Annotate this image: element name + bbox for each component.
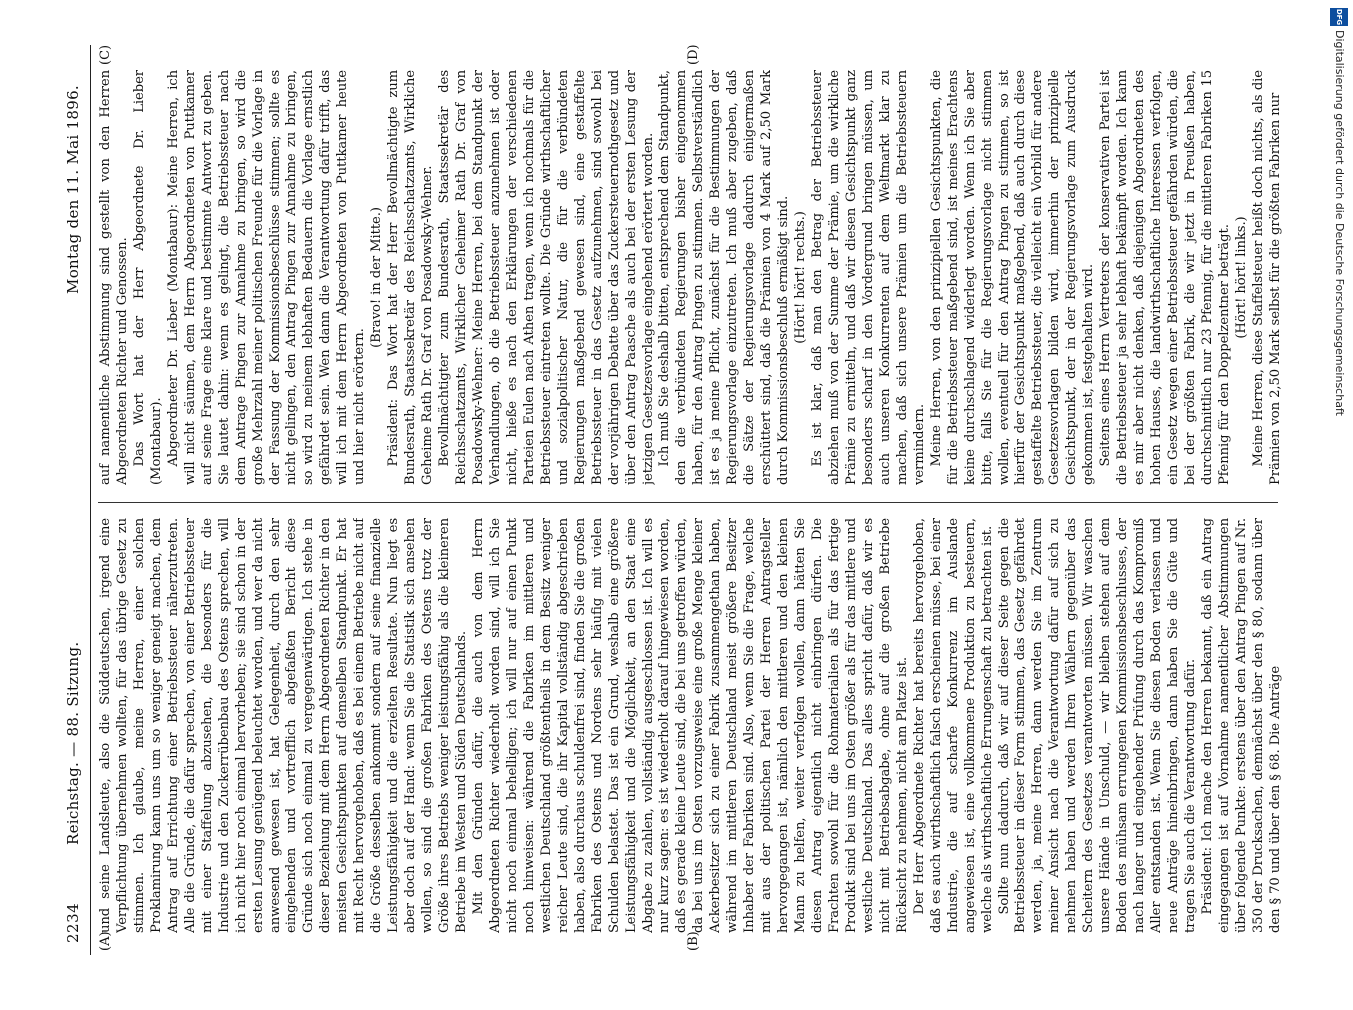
dfg-logo-icon: DFG [1330, 8, 1348, 26]
interjection: (Hört! hört! rechts.) [793, 211, 809, 344]
column-divider [98, 502, 1278, 503]
digitization-credit [1326, 0, 1353, 1000]
session-title: Reichstag. — 88. Sitzung. [64, 641, 82, 845]
paragraph: Das Wort hat der Herr Abgeordnete Dr. Lieber (Montabaur). [131, 70, 164, 485]
margin-mark-a: (A) [98, 931, 113, 951]
paragraph: auf namentliche Abstimmung sind gestellt von den Herren Abgeordneten Richter und Genossen. [98, 70, 130, 485]
interjection: (Bravo! in der Mitte.) [369, 207, 385, 348]
interjection: (Hört! hört! links.) [1233, 216, 1249, 339]
session-date: Montag den 11. Mai 1896. [64, 85, 82, 294]
paragraph: Bevollmächtigter zum Bundesrath, Staatssekretär des Reichsschatzamts, Wirklicher Geheimer Rath Dr. Graf von Posadowsky-Wehner: Meine Herren, bei dem Standpunkt der Verhandlungen, ob die Betriebssteuer anzunehmen ist oder nicht, hieße es nach den Erklärungen der verschiedenen Parteien Eulen nach Athen tragen, wenn ich nochmals für die Betriebssteuer eintreten wollte. Die Gründe wirthschaftlicher und sozialpolitischer Natur, die für die verbündeten Regierungen maßgebend gewesen sind, eine gestaffelte Betriebssteuer in das Gesetz aufzunehmen, sind sowohl bei der vorjährigen Debatte über das Zuckersteuernothgesetz und über den Antrag Paasche als auch bei der ersten Lesung der jetzigen Gesetzesvorlage eingehend erörtert worden. [437, 70, 656, 485]
paragraph: und seine Landsleute, also die Süddeutschen, irgend eine Verpflichtung übernehmen wollten, für das übrige Gesetz zu stimmen. Ich glaube, meine Herren, einer solchen Proklamirung kann uns um so weniger geneigt machen, dem Antrag auf Errichtung einer Betriebssteuer näherzutreten. Alle die Gründe, die dafür sprechen, von einer Betriebssteuer mit einer Staffelung abzusehen, die besonders für die Industrie und den Zuckerrübenbau des Ostens sprechen, will ich nicht hier noch einmal hervorheben; sie sind schon in der ersten Lesung genügend beleuchtet worden, und wer da nicht anwesend gewesen ist, hat Gelegenheit, durch den sehr eingehenden und vortrefflich abgefaßten Bericht diese Gründe sich noch einmal zu vergegenwärtigen. Ich stehe in dieser Beziehung mit dem Herrn Abgeordneten Richter in den meisten Gesichtspunkten auf demselben Standpunkt. Er hat mit Recht hervorgehoben, daß es bei einem Betriebe nicht auf die Größe desselben ankommt sondern auf seine finanzielle Leistungsfähigkeit und die erzielten Resultate. Nun liegt es aber doch auf der Hand: wenn Sie die Statistik sich ansehen wollen, so sind die großen Fabriken des Ostens trotz der Größe ihres Betriebs weniger leistungsfähig als die kleineren Betriebe im Westen und Süden Deutschlands. [98, 518, 470, 933]
paragraph-president: Präsident: Ich mache den Herren bekannt, daß ein Antrag eingegangen ist auf Vornahme namentlicher Abstimmungen über folgende Punkte: erstens über den Antrag Pingen auf Nr. 350 der Drucksachen, demnächst über den § 80, sodann über den § 70 und über den § 68. Die Anträge [1199, 518, 1283, 933]
paragraph: Ich muß Sie deshalb bitten, entsprechend dem Standpunkt, den die verbündeten Regierungen bisher eingenommen haben, für den Antrag Pingen zu stimmen. Selbstverständlich ist es ja meine Pflicht, zunächst für die Bestimmungen der Regierungsvorlage einzutreten. Ich muß aber zugeben, daß die Sätze der Regierungsvorlage dadurch einigermaßen erschüttert sind, daß die Prämien von 4 Mark auf 2,50 Mark durch Kommissionsbeschluß ermäßigt sind. [657, 70, 792, 485]
left-text-column [98, 518, 1288, 933]
margin-mark-b: (B) [686, 931, 701, 951]
rotated-document-page [46, 45, 1306, 955]
paragraph: Mit den Gründen dafür, die auch von dem Herrn Abgeordneten Richter wiederholt worden sind, will ich Sie nicht noch einmal behelligen; ich will nur auf einen Punkt noch hinweisen: während die Fabriken im mittleren und westlichen Deutschland größtentheils in dem Besitz weniger reicher Leute sind, die ihr Kapital vollständig abgeschrieben haben, also durchaus schuldenfrei sind, finden Sie die großen Fabriken des Ostens und Nordens sehr häufig mit vielen Schulden belastet. Das ist ein Grund, weshalb eine größere Leistungsfähigkeit und die Möglichkeit, an den Staat eine Abgabe zu zahlen, vollständig ausgeschlossen ist. Ich will es nur kurz sagen: es ist wiederholt darauf hingewiesen worden, daß es gerade kleine Leute sind, die bei uns getroffen würden, da bei uns im Osten vorzugsweise eine große Menge kleiner Ackerbesitzer sich zu einer Fabrik zusammengethan haben, während im mittleren Deutschland meist größere Besitzer Inhaber der Fabriken sind. Also, wenn Sie die Frage, welche mit aus der politischen Partei der Herren Antragsteller hervorgegangen ist, nämlich den mittleren und den kleinen Mann zu helfen, weiter verfolgen wollen, dann hätten Sie diesen Antrag eigentlich nicht einbringen dürfen. Die Frachten sowohl für die Rohmaterialien als für das fertige Produkt sind bei uns im Osten größer als für das mittlere und westliche Deutschland. Das alles spricht dafür, daß wir es nicht mit Betriebsabgabe, ohne auf die großen Betriebe Rücksicht zu nehmen, nicht am Platze ist. [470, 518, 910, 933]
paragraph: Es ist klar, daß man den Betrag der Betriebssteuer abziehen muß von der Summe der Prämie, um die wirkliche Prämie zu ermitteln, und daß wir diesen Gesichtspunkt ganz besonders scharf in den Vordergrund bringen müssen, um auch unseren Konkurrenten auf dem Weltmarkt klar zu machen, daß sich unsere Prämien um die Betriebssteuern vermindern. [810, 70, 927, 485]
paragraph: Abgeordneter Dr. Lieber (Montabaur): Meine Herren, ich will nicht säumen, dem Herrn Abgeordneten von Puttkamer auf seine Frage eine klare und bestimmte Antwort zu geben. Sie lautet dahin: wenn es gelingt, die Betriebssteuer nach dem Antrage Pingen zur Annahme zu bringen, so wird die große Mehrzahl meiner politischen Freunde für die Vorlage in der Fassung der Kommissionsbeschlüsse stimmen; sollte es nicht gelingen, den Antrag Pingen zur Annahme zu bringen, so wird zu meinem lebhaften Bedauern die Vorlage ernstlich gefährdet sein. Wen dann die Verantwortung dafür trifft, das will ich mit dem Herrn Abgeordneten von Puttkamer heute und hier nicht erörtern. [165, 70, 368, 485]
margin-mark-c: (C) [98, 44, 113, 65]
page-number: 2234 [64, 902, 82, 943]
running-head [46, 45, 91, 955]
margin-mark-d: (D) [686, 44, 701, 65]
paragraph: Meine Herren, diese Staffelsteuer heißt doch nichts, als die Prämien von 2,50 Mark selbst für die größten Fabriken nur [1250, 70, 1283, 485]
credit-text: Digitalisierung gefördert durch die Deutsche Forschungsgemeinschaft [1333, 30, 1346, 416]
paragraph: Der Herr Abgeordnete Richter hat bereits hervorgehoben, daß es auch wirthschaftlich falsch erscheinen müsse, bei einer Industrie, die auf scharfe Konkurrenz im Auslande angewiesen ist, eine vollkommene Produktion zu besteuern, welche als wirthschaftliche Errungenschaft zu betrachten ist. [911, 518, 995, 933]
paragraph: Seitens eines Herrn Vertreters der konservativen Partei ist die Betriebssteuer ja sehr lebhaft bekämpft worden. Ich kann es mir aber nicht denken, daß diejenigen Abgeordneten des hohen Hauses, die landwirthschaftliche Interessen verfolgen, ein Gesetz wegen einer Betriebssteuer gefährden würden, die bei der größten Fabrik, die wir jetzt in Preußen haben, durchschnittlich nur 23 Pfennig, für die mittleren Fabriken 15 Pfennig für den Doppelzentner beträgt. [1098, 70, 1232, 485]
paragraph: Meine Herren, von den prinzipiellen Gesichtspunkten, die für die Betriebssteuer maßgebend sind, ist meines Erachtens keine durchschlagend widerlegt worden. Wenn ich Sie aber bitte, falls Sie für die Regierungsvorlage nicht stimmen wollen, eventuell für den Antrag Pingen zu stimmen, so ist hierfür der Gesichtspunkt maßgebend, daß auch durch diese gestaffelte Betriebssteuer, die vielleicht ein Vorbild für andere Gesetzesvorlagen bilden wird, immerhin der prinzipielle Gesichtspunkt, der in der Regierungsvorlage zum Ausdruck gekommen ist, festgehalten wird. [928, 70, 1097, 485]
paragraph: Präsident: Das Wort hat der Herr Bevollmächtigte zum Bundesrath, Staatssekretär des Reichsschatzamts, Wirkliche Geheime Rath Dr. Graf von Posadowsky-Wehner. [386, 70, 436, 485]
right-text-column [98, 70, 1288, 485]
paragraph: Sollte nun dadurch, daß wir auf dieser Seite gegen die Betriebssteuer in dieser Form stimmen, das Gesetz gefährdet werden, ja, meine Herren, dann werden Sie im Zentrum meiner Ansicht nach die Verantwortung dafür auf sich zu nehmen haben und werden Ihren Wählern gegenüber das Scheitern des Gesetzes verantworten müssen. Wir waschen unsere Hände in Unschuld, — wir bleiben stehen auf dem Boden des mühsam errungenen Kommissionsbeschlusses, der nach langer und eingehender Prüfung durch das Kompromiß Aller entstanden ist. Wenn Sie diesen Boden verlassen und neue Anträge hineinbringen, dann haben Sie die Güte und tragen Sie auch die Verantwortung dafür. [996, 518, 1198, 933]
